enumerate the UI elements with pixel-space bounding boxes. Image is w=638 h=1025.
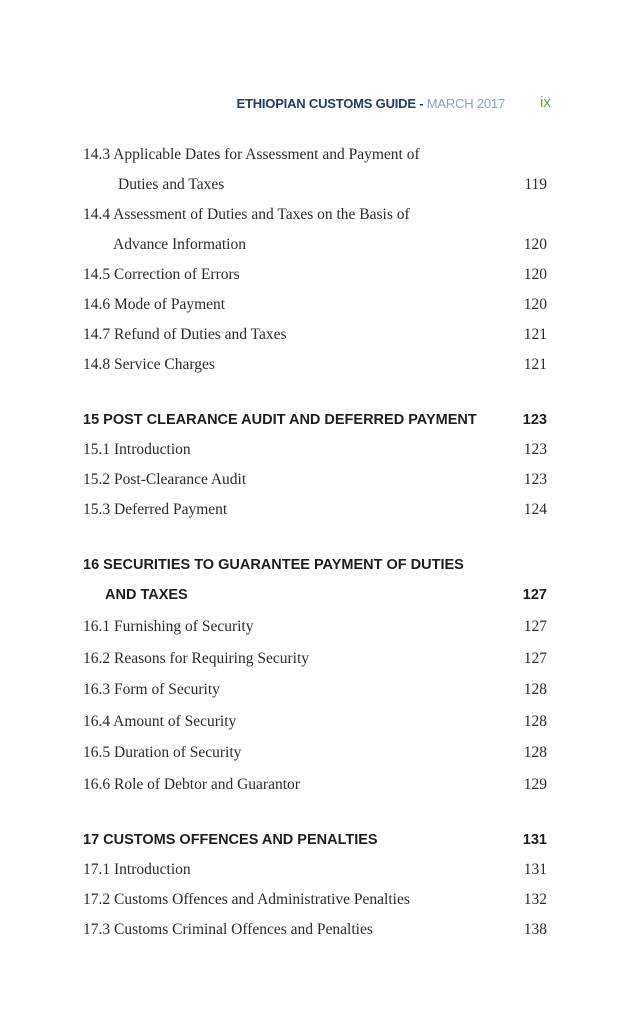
toc-entry-page: 120 (523, 266, 547, 283)
toc-entry-label: 16.2 Reasons for Requiring Security (83, 650, 310, 667)
toc-entry (0, 618, 638, 640)
toc-chapter-page: 127 (522, 587, 547, 603)
toc-entry-page: 138 (523, 921, 547, 938)
toc-entry-label: 14.6 Mode of Payment (83, 296, 226, 313)
toc-entry-label: 15.2 Post-Clearance Audit (83, 471, 247, 488)
header-date: MARCH 2017 (426, 96, 505, 111)
toc-entry-label: 14.4 Assessment of Duties and Taxes on the Basis of (83, 206, 410, 223)
toc-entry-label: 16.5 Duration of Security (83, 744, 242, 761)
toc-entry (0, 501, 638, 523)
toc-entry-page: 123 (523, 471, 547, 488)
toc-entry (0, 891, 638, 913)
running-header (0, 94, 638, 116)
toc-entry-page: 129 (523, 776, 547, 793)
toc-entry-page: 119 (524, 176, 547, 193)
toc-entry (0, 471, 638, 493)
toc-entry-page: 128 (523, 744, 547, 761)
toc-entry (0, 441, 638, 463)
toc-entry-label: 14.5 Correction of Errors (83, 266, 240, 283)
toc-entry (0, 146, 638, 168)
toc-entry (0, 650, 638, 672)
toc-entry-label: 14.3 Applicable Dates for Assessment and Payment of (83, 146, 420, 163)
toc-entry-label: Duties and Taxes (118, 176, 225, 193)
toc-entry-page: 127 (523, 618, 547, 635)
toc-entry-label: 16.1 Furnishing of Security (83, 618, 254, 635)
toc-entry-page: 128 (523, 681, 547, 698)
toc-entry (0, 326, 638, 348)
toc-entry (0, 921, 638, 943)
toc-entry-label: 14.7 Refund of Duties and Taxes (83, 326, 287, 343)
toc-chapter-label: 15 POST CLEARANCE AUDIT AND DEFERRED PAYMENT (83, 412, 477, 428)
toc-chapter-label: 17 CUSTOMS OFFENCES AND PENALTIES (83, 832, 378, 848)
toc-entry (0, 861, 638, 883)
toc-entry (0, 356, 638, 378)
toc-entry (0, 176, 638, 198)
header-title (236, 96, 505, 111)
toc-entry-label: 17.3 Customs Criminal Offences and Penalties (83, 921, 373, 938)
toc-entry-page: 121 (523, 326, 547, 343)
toc-entry-label: 17.2 Customs Offences and Administrative Penalties (83, 891, 410, 908)
toc-entry-label: Advance Information (113, 236, 246, 253)
toc-chapter-page: 123 (522, 412, 547, 428)
toc-chapter-label: AND TAXES (105, 587, 188, 603)
header-page-number: ix (540, 94, 551, 111)
toc-entry-label: 14.8 Service Charges (83, 356, 215, 373)
toc-entry (0, 681, 638, 703)
toc-entry-page: 123 (523, 441, 547, 458)
toc-entry-page: 132 (523, 891, 547, 908)
toc-entry-label: 17.1 Introduction (83, 861, 191, 878)
toc-entry-label: 16.3 Form of Security (83, 681, 220, 698)
toc-chapter-label: 16 SECURITIES TO GUARANTEE PAYMENT OF DUTIES (83, 557, 464, 573)
toc-entry-page: 131 (523, 861, 547, 878)
toc-entry-label: 15.1 Introduction (83, 441, 191, 458)
toc-entry-page: 120 (523, 236, 547, 253)
toc-entry-label: 16.6 Role of Debtor and Guarantor (83, 776, 300, 793)
header-title-main: ETHIOPIAN CUSTOMS GUIDE - (236, 96, 424, 111)
toc-entry-label: 16.4 Amount of Security (83, 713, 237, 730)
toc-entry (0, 296, 638, 318)
toc-entry (0, 713, 638, 735)
toc-chapter-heading (0, 832, 638, 854)
toc-chapter-heading (0, 557, 638, 579)
toc-entry-label: 15.3 Deferred Payment (83, 501, 228, 518)
toc-chapter-heading (0, 412, 638, 434)
toc-chapter-page: 131 (522, 832, 547, 848)
toc-chapter-heading (0, 587, 638, 609)
toc-entry-page: 127 (523, 650, 547, 667)
toc-entry (0, 206, 638, 228)
toc-entry-page: 124 (523, 501, 547, 518)
toc-entry (0, 236, 638, 258)
toc-entry (0, 776, 638, 798)
toc-entry-page: 128 (523, 713, 547, 730)
toc-entry-page: 121 (523, 356, 547, 373)
toc-entry-page: 120 (523, 296, 547, 313)
toc-entry (0, 266, 638, 288)
toc-entry (0, 744, 638, 766)
